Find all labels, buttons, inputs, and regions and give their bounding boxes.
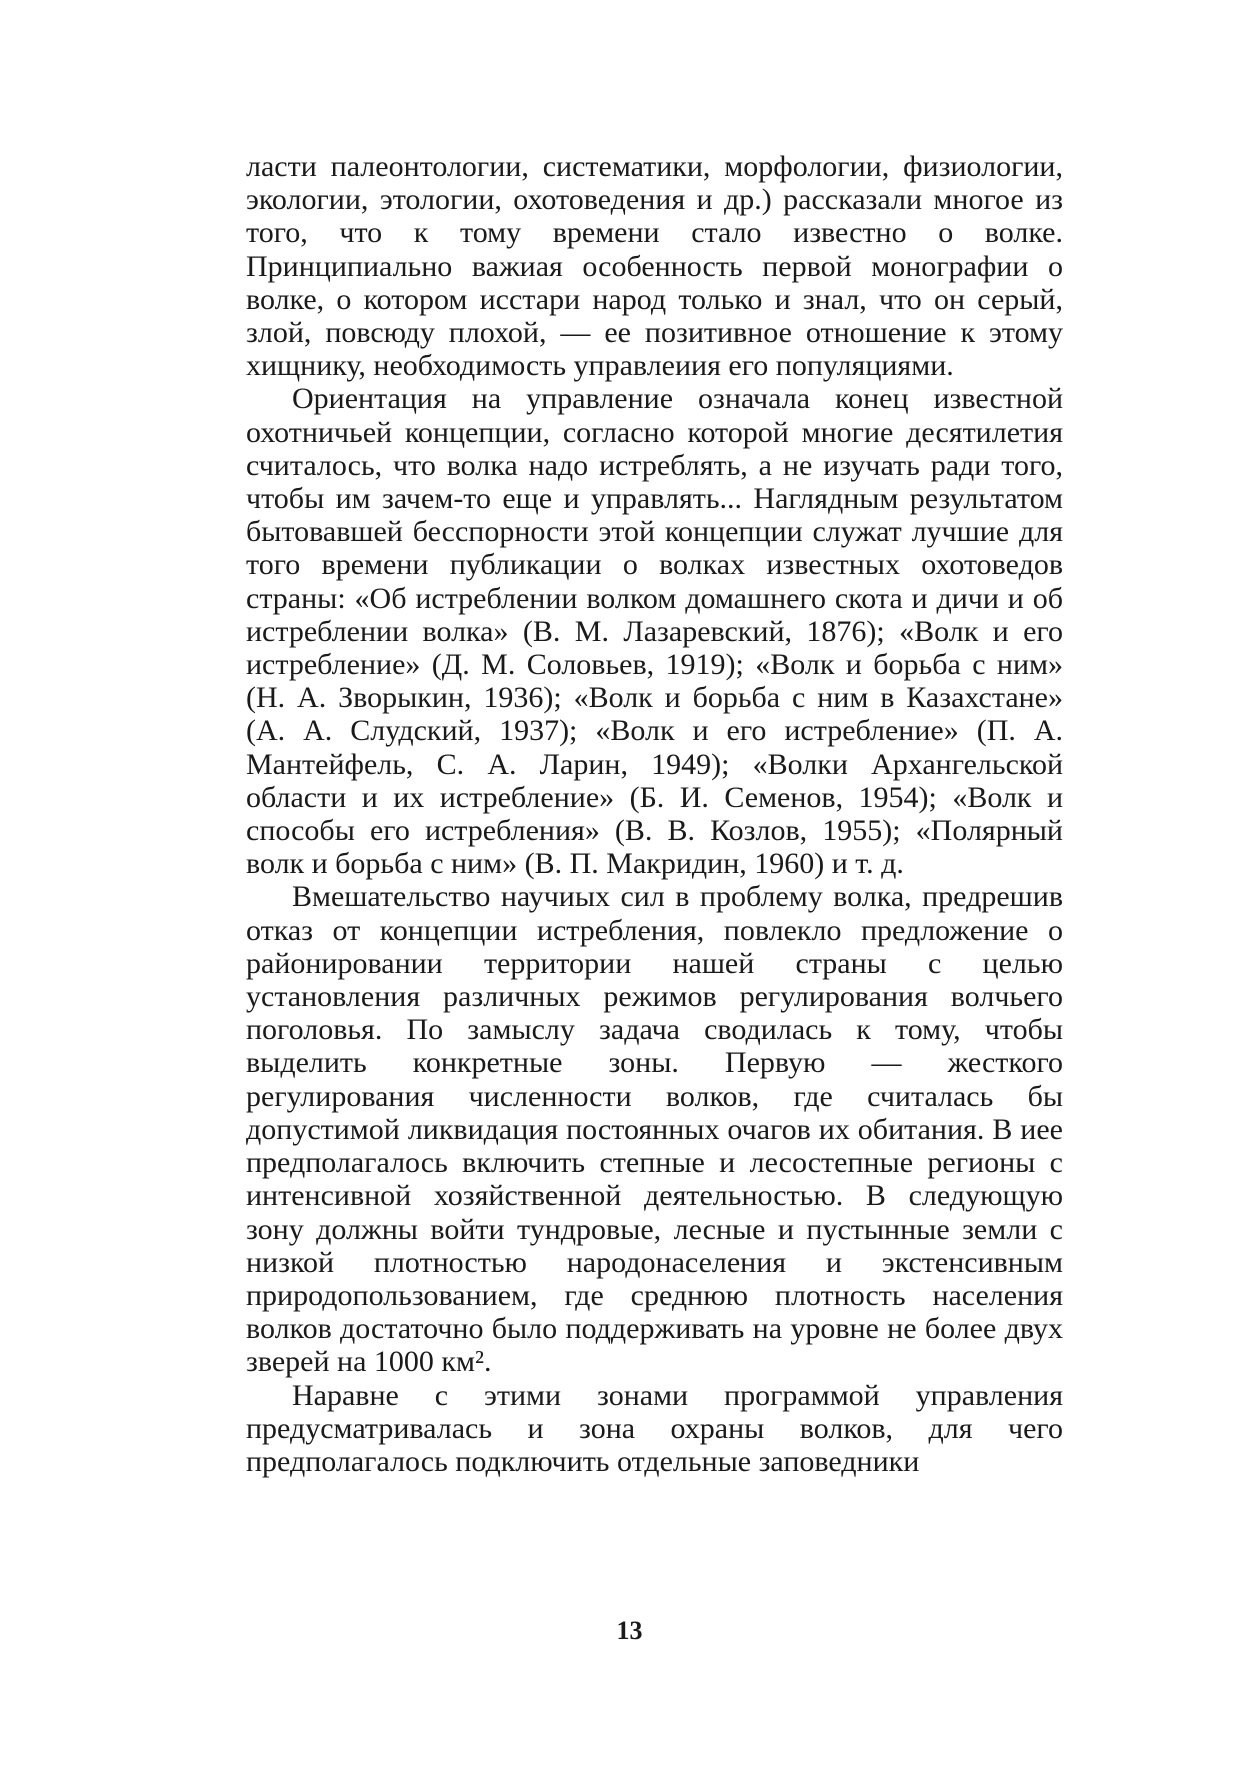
body-text: [246, 150, 1063, 1478]
paragraph-orientation: Ориентация на управление означала конец известной охотничьей концепции, согласно которой многие десятилетия считалось, что волка надо истреблять, а не изучать ради того, чтобы им зачем-то еще и управлять... Наглядным результатом бытовавшей бесспорности этой концепции служат лучшие для того времени публикации о волках известных охотоведов страны: «Об истреблении волком домашнего скота и дичи и об истреблении волка» (В. М. Лазаревский, 1876); «Волк и его истребление» (Д. М. Соловьев, 1919); «Волк и борьба с ним» (Н. А. Зворыкин, 1936); «Волк и борьба с ним в Казахстане» (А. А. Слудский, 1937); «Волк и его истребление» (П. А. Мантейфель, С. А. Ларин, 1949); «Волки Архангельской области и их истребление» (Б. И. Семенов, 1954); «Волк и способы его истребления» (В. В. Козлов, 1955); «Полярный волк и борьба с ним» (В. П. Макридин, 1960) и т. д.: [246, 382, 1063, 881]
paragraph-protection-zone: Наравне с этими зонами программой управления предусматривалась и зона охраны волков, для чего предполагалось подключить отдельные заповедники: [246, 1378, 1063, 1478]
paragraph-intervention: Вмешательство научиых сил в проблему волка, предрешив отказ от концепции истребления, повлекло предложение о районировании территории нашей страны с целью установления различных режимов регулирования волчьего поголовья. По замыслу задача сводилась к тому, чтобы выделить конкретные зоны. Первую — жесткого регулирования численности волков, где считалась бы допустимой ликвидация постоянных очагов их обитания. В иее предполагалось включить степные и лесостепные регионы с интенсивной хозяйственной деятельностью. В следующую зону должны войти тундровые, лесные и пустынные земли с низкой плотностью народонаселения и экстенсивным природопользованием, где среднюю плотность населения волков достаточно было поддерживать на уровне не более двух зверей на 1000 км².: [246, 880, 1063, 1379]
page-number: 13: [616, 1616, 643, 1645]
paragraph-continuation: ласти палеонтологии, систематики, морфологии, физиологии, экологии, этологии, охотоведения и др.) рассказали многое из того, что к тому времени стало известно о волке. Принципиально важиая особенность первой монографии о волке, о котором исстари народ только и знал, что он серый, злой, повсюду плохой, — ее позитивное отношение к этому хищнику, необходимость управлеиия его популяциями.: [246, 150, 1063, 383]
